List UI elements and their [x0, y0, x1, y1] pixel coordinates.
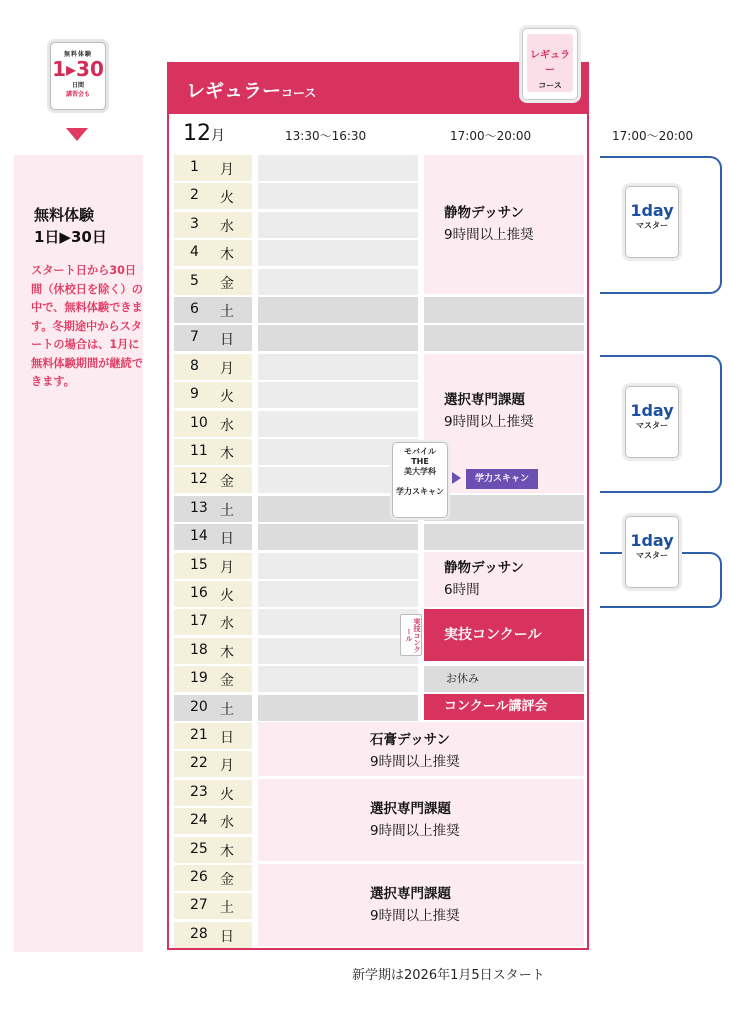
day-cell-16	[174, 581, 252, 607]
day-cell-23	[174, 780, 252, 806]
day-cell-18	[174, 638, 252, 664]
evening-column-header: 17:00〜20:00	[450, 129, 532, 143]
day-of-week: 木	[220, 645, 234, 661]
fullday-block-3-text	[370, 883, 460, 927]
day-number: 23	[190, 784, 208, 800]
day-cell-6	[174, 297, 252, 323]
day-of-week: 金	[220, 673, 234, 689]
day-number: 13	[190, 500, 208, 516]
evening-closed-14	[424, 524, 584, 550]
block-title: 選択専門課題	[444, 392, 525, 408]
day-number: 7	[190, 329, 199, 345]
new-term-note: 新学期は2026年1月5日スタート	[352, 968, 545, 983]
day-of-week: 火	[220, 389, 234, 405]
day-cell-28	[174, 922, 252, 948]
afternoon-slot-7	[258, 325, 418, 351]
day-number: 15	[190, 557, 208, 573]
day-of-week: 水	[220, 418, 234, 434]
day-number: 2	[190, 187, 199, 203]
day-cell-24	[174, 808, 252, 834]
right-column-header: 17:00〜20:00	[612, 129, 694, 143]
day-cell-27	[174, 893, 252, 919]
month-unit: 月	[211, 128, 225, 144]
day-number: 8	[190, 358, 199, 374]
contest-bar: 実技コンクール	[424, 609, 584, 661]
oneday-small: マスター	[636, 421, 668, 430]
day-number: 9	[190, 386, 199, 402]
day-cell-17	[174, 609, 252, 635]
day-cell-7	[174, 325, 252, 351]
afternoon-slot-17	[258, 609, 418, 635]
oneday-master-badge-3	[625, 516, 679, 588]
evening-block-1-text	[444, 202, 534, 246]
block-title: 静物デッサン	[444, 205, 525, 221]
regular-badge-line1: レギュラー	[530, 50, 570, 76]
mobile-badge-l2: THE	[411, 457, 429, 466]
evening-block-3-text	[444, 557, 524, 601]
free-trial-30days-badge	[50, 42, 106, 110]
day-of-week: 月	[220, 758, 234, 774]
day-number: 10	[190, 415, 208, 431]
day-number: 18	[190, 642, 208, 658]
course-title-sub: コース	[281, 86, 317, 100]
day-number: 12	[190, 471, 208, 487]
day-cell-3	[174, 212, 252, 238]
day-number: 25	[190, 841, 208, 857]
afternoon-slot-14	[258, 524, 418, 550]
block-sub: 9時間以上推奨	[370, 823, 460, 839]
down-arrow-icon	[66, 128, 88, 141]
day-cell-13	[174, 496, 252, 522]
month-number: 12	[183, 121, 211, 146]
oneday-master-badge-1	[625, 186, 679, 258]
day-cell-26	[174, 865, 252, 891]
day-cell-22	[174, 751, 252, 777]
day-of-week: 金	[220, 872, 234, 888]
afternoon-slot-5	[258, 269, 418, 295]
badge-line1: 無料体験	[63, 51, 92, 58]
free-trial-title-line2: 1日▶30日	[34, 228, 107, 246]
day-cell-20	[174, 695, 252, 721]
day-number: 24	[190, 812, 208, 828]
block-sub: 9時間以上推奨	[444, 414, 534, 430]
free-trial-description: スタート日から30日間（休校日を除く）の中で、無料体験できます。冬期途中からスタートの場合は、1月に無料体験期間が継続できます。	[31, 264, 143, 388]
afternoon-slot-8	[258, 354, 418, 380]
block-sub: 9時間以上推奨	[370, 908, 460, 924]
mobile-badge-l1: モバイル	[404, 447, 436, 456]
afternoon-slot-2	[258, 183, 418, 209]
day-of-week: 火	[220, 787, 234, 803]
day-number: 1	[190, 159, 199, 175]
afternoon-slot-16	[258, 581, 418, 607]
oneday-master-badge-2	[625, 386, 679, 458]
play-arrow-icon	[452, 472, 461, 484]
day-number: 16	[190, 585, 208, 601]
day-number: 19	[190, 670, 208, 686]
block-title: 選択専門課題	[370, 886, 451, 902]
day-of-week: 木	[220, 446, 234, 462]
day-of-week: 月	[220, 162, 234, 178]
day-of-week: 日	[220, 730, 234, 746]
day-cell-8	[174, 354, 252, 380]
day-number: 11	[190, 443, 208, 459]
day-of-week: 木	[220, 247, 234, 263]
day-cell-11	[174, 439, 252, 465]
month-label	[183, 121, 225, 146]
afternoon-slot-3	[258, 212, 418, 238]
day-of-week: 火	[220, 588, 234, 604]
evening-closed-7	[424, 325, 584, 351]
evening-block-2-text	[444, 389, 534, 433]
day-number: 21	[190, 727, 208, 743]
day-cell-10	[174, 411, 252, 437]
afternoon-slot-4	[258, 240, 418, 266]
day-number: 6	[190, 301, 199, 317]
day-number: 22	[190, 755, 208, 771]
day-of-week: 水	[220, 219, 234, 235]
day-number: 5	[190, 273, 199, 289]
badge-line3: 日間	[71, 82, 84, 89]
day-cell-12	[174, 467, 252, 493]
course-title-main: レギュラー	[186, 80, 282, 102]
block-title: 石膏デッサン	[370, 732, 451, 748]
fullday-block-2-text	[370, 798, 460, 842]
block-sub: 6時間	[444, 582, 480, 598]
afternoon-slot-6	[258, 297, 418, 323]
free-trial-title	[34, 204, 107, 248]
day-of-week: 金	[220, 276, 234, 292]
day-cell-21	[174, 723, 252, 749]
day-cell-9	[174, 382, 252, 408]
day-number: 17	[190, 613, 208, 629]
course-title	[186, 76, 316, 103]
day-of-week: 木	[220, 844, 234, 860]
block-title: 静物デッサン	[444, 560, 525, 576]
regular-badge-line2: コース	[538, 81, 562, 90]
day-cell-4	[174, 240, 252, 266]
mobile-badge-l3: 美大学科	[404, 467, 436, 476]
review-bar: コンクール講評会	[424, 694, 584, 720]
free-trial-title-line1: 無料体験	[34, 206, 95, 224]
day-number: 26	[190, 869, 208, 885]
afternoon-slot-20	[258, 695, 418, 721]
day-cell-19	[174, 666, 252, 692]
day-cell-14	[174, 524, 252, 550]
day-of-week: 土	[220, 900, 234, 916]
day-of-week: 日	[220, 929, 234, 945]
day-of-week: 火	[220, 190, 234, 206]
evening-closed-6	[424, 297, 584, 323]
day-cell-1	[174, 155, 252, 181]
evening-closed-13	[424, 495, 584, 521]
badge-number: 1▸30	[52, 57, 104, 81]
regular-course-badge	[522, 28, 578, 100]
afternoon-slot-9	[258, 382, 418, 408]
block-sub: 9時間以上推奨	[370, 754, 460, 770]
fullday-block-1-text	[370, 729, 460, 773]
mobile-badge-l4: 学力スキャン	[396, 487, 444, 496]
jitsugi-contest-badge: 実技コンクール	[400, 614, 422, 656]
afternoon-slot-1	[258, 155, 418, 181]
afternoon-slot-19	[258, 666, 418, 692]
day-of-week: 金	[220, 474, 234, 490]
day-cell-5	[174, 269, 252, 295]
day-of-week: 土	[220, 702, 234, 718]
oneday-big: 1day	[630, 531, 674, 550]
day-cell-25	[174, 837, 252, 863]
day-number: 20	[190, 699, 208, 715]
day-of-week: 日	[220, 531, 234, 547]
rest-cell: お休み	[424, 666, 584, 692]
oneday-small: マスター	[636, 221, 668, 230]
block-title: 選択専門課題	[370, 801, 451, 817]
day-number: 3	[190, 216, 199, 232]
afternoon-column-header: 13:30〜16:30	[285, 129, 367, 143]
afternoon-slot-15	[258, 553, 418, 579]
mobile-biidai-badge	[392, 442, 448, 518]
day-of-week: 月	[220, 560, 234, 576]
day-of-week: 土	[220, 503, 234, 519]
day-number: 27	[190, 897, 208, 913]
day-number: 4	[190, 244, 199, 260]
day-number: 14	[190, 528, 208, 544]
block-sub: 9時間以上推奨	[444, 227, 534, 243]
gakuryoku-scan-label: 学力スキャン	[466, 469, 538, 489]
day-of-week: 水	[220, 815, 234, 831]
oneday-small: マスター	[636, 551, 668, 560]
oneday-big: 1day	[630, 201, 674, 220]
day-number: 28	[190, 926, 208, 942]
day-cell-2	[174, 183, 252, 209]
badge-line4: 講習会も	[65, 91, 90, 98]
day-cell-15	[174, 553, 252, 579]
day-of-week: 土	[220, 304, 234, 320]
day-of-week: 日	[220, 332, 234, 348]
oneday-big: 1day	[630, 401, 674, 420]
day-of-week: 月	[220, 361, 234, 377]
day-of-week: 水	[220, 616, 234, 632]
afternoon-slot-10	[258, 411, 418, 437]
afternoon-slot-18	[258, 638, 418, 664]
